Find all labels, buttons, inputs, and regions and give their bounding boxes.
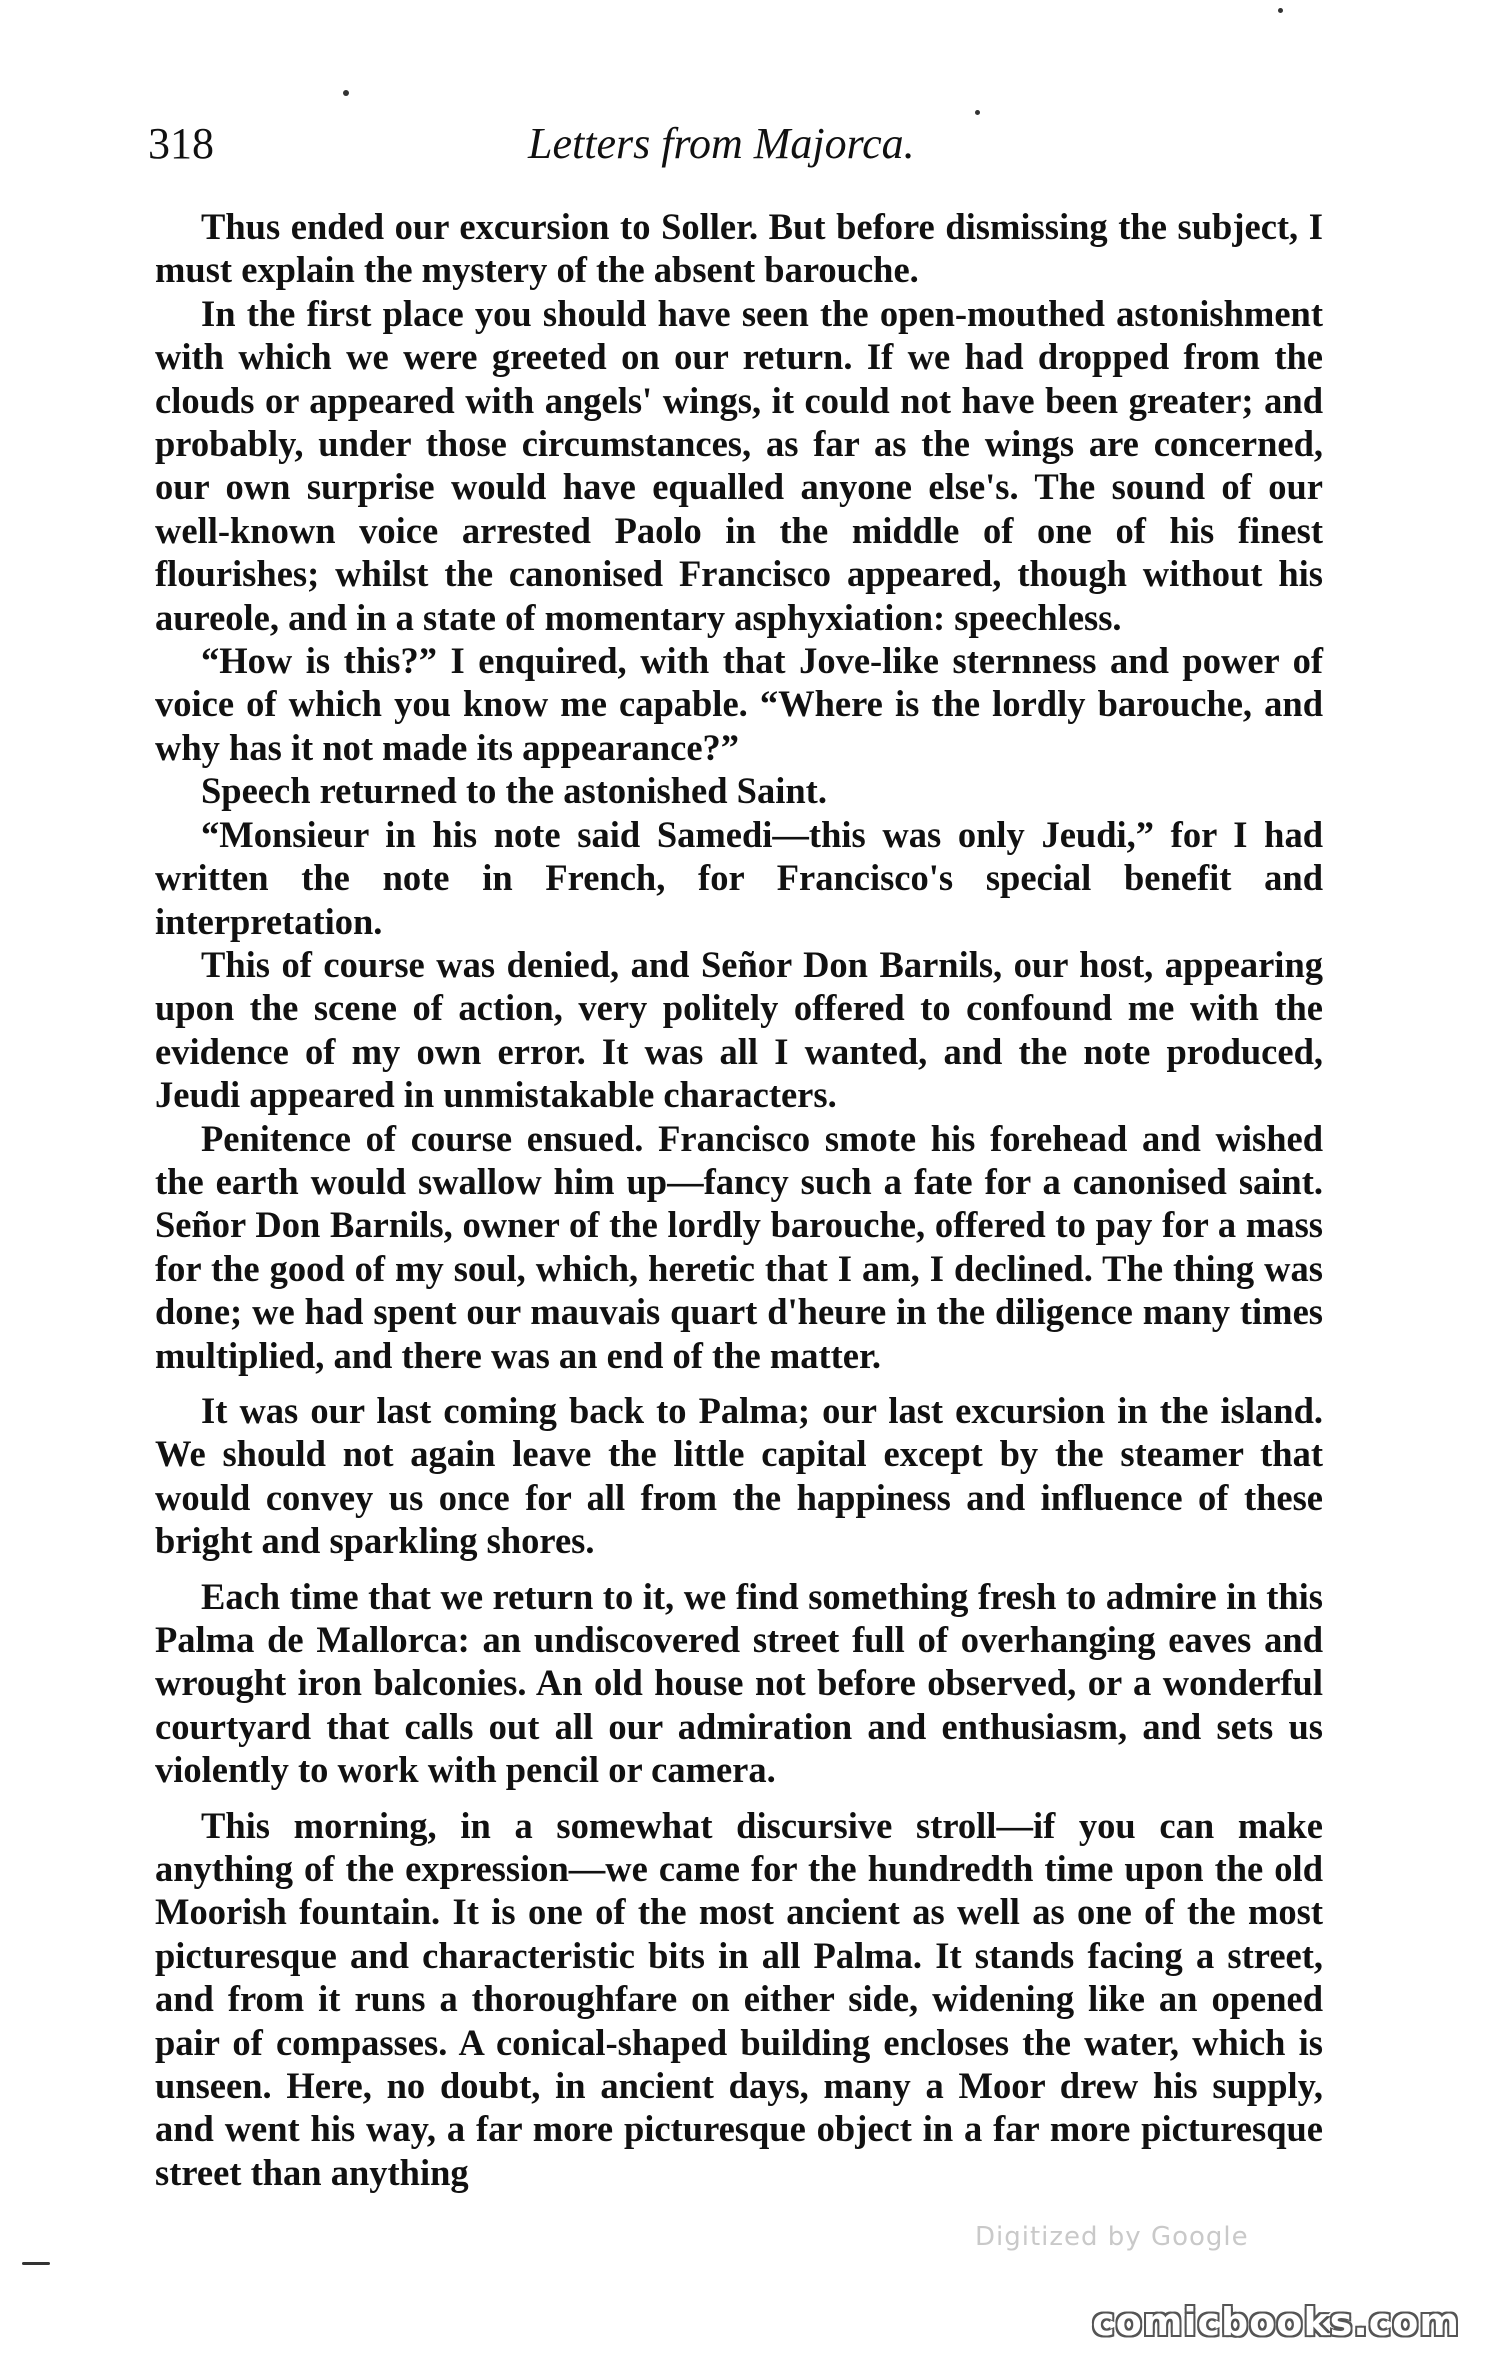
page-number: 318 [148,119,214,168]
paragraph: Penitence of course ensued. Francisco smote his forehead and wished the earth would swallow him up—fancy such a fate for a canonised saint. Señor Don Barnils, owner of the lordly barouche, offered to pay for a mass for the good of my soul, which, heretic that I am, I declined. The thing was done; we had spent our mauvais quart d'heure in the diligence many times multiplied, and there was an end of the matter. [155,1117,1323,1376]
running-head: Letters from Majorca. [528,119,915,168]
paragraph: This morning, in a somewhat discursive stroll—if you can make anything of the expression—we came for the hundredth time upon the old Moorish fountain. It is one of the most ancient as well as one of the most picturesque and characteristic bits in all Palma. It stands facing a street, and from it runs a thoroughfare on either side, widening like an opened pair of compasses. A conical-shaped building encloses the water, which is unseen. Here, no doubt, in ancient days, many a Moor drew his supply, and went his way, a far more picturesque object in a far more picturesque street than anything [155,1804,1323,2193]
paragraph: It was our last coming back to Palma; our last excursion in the island. We should not again leave the little capital except by the steamer that would convey us once for all from the happiness and influence of these bright and sparkling shores. [155,1389,1323,1562]
ink-speck [22,2262,50,2265]
paragraph: This of course was denied, and Señor Don Barnils, our host, appearing upon the scene of action, very politely offered to confound me with the evidence of my own error. It was all I wanted, and the note produced, Jeudi appeared in unmistakable characters. [155,943,1323,1116]
ink-speck [343,90,349,96]
paragraph: “How is this?” I enquired, with that Jove-like sternness and power of voice of which you know me capable. “Where is the lordly barouche, and why has it not made its appearance?” [155,640,1323,768]
paragraph: Thus ended our excursion to Soller. But before dismissing the subject, I must explain the mystery of the absent barouche. [155,206,1323,291]
ink-speck [975,110,980,115]
paragraph: Each time that we return to it, we find something fresh to admire in this Palma de Mallorca: an undiscovered street full of overhanging eaves and wrought iron balconies. An old house not before observed, or a wonderful courtyard that calls out all our admiration and enthusiasm, and sets us violently to work with pencil or camera. [155,1575,1323,1791]
paragraph: Speech returned to the astonished Saint. [201,770,827,812]
paragraph: “Monsieur in his note said Samedi—this was only Jeudi,” for I had written the note in French, for Francisco's special benefit and interpretation. [155,813,1323,942]
body-text [155,205,1323,2194]
page-header [148,118,1333,178]
paragraph: In the first place you should have seen the open-mouthed astonishment with which we were greeted on our return. If we had dropped from the clouds or appeared with angels' wings, it could not have been greater; and probably, under those circumstances, as far as the wings are concerned, our own surprise would have equalled anyone else's. The sound of our well-known voice arrested Paolo in the middle of one of his finest flourishes; whilst the canonised Francisco appeared, though without his aureole, and in a state of momentary asphyxiation: speechless. [155,292,1323,638]
brand-watermark: comicbooks.com [1092,2300,1460,2344]
digitized-watermark: Digitized by Google [975,2222,1249,2252]
ink-speck [1278,8,1283,13]
